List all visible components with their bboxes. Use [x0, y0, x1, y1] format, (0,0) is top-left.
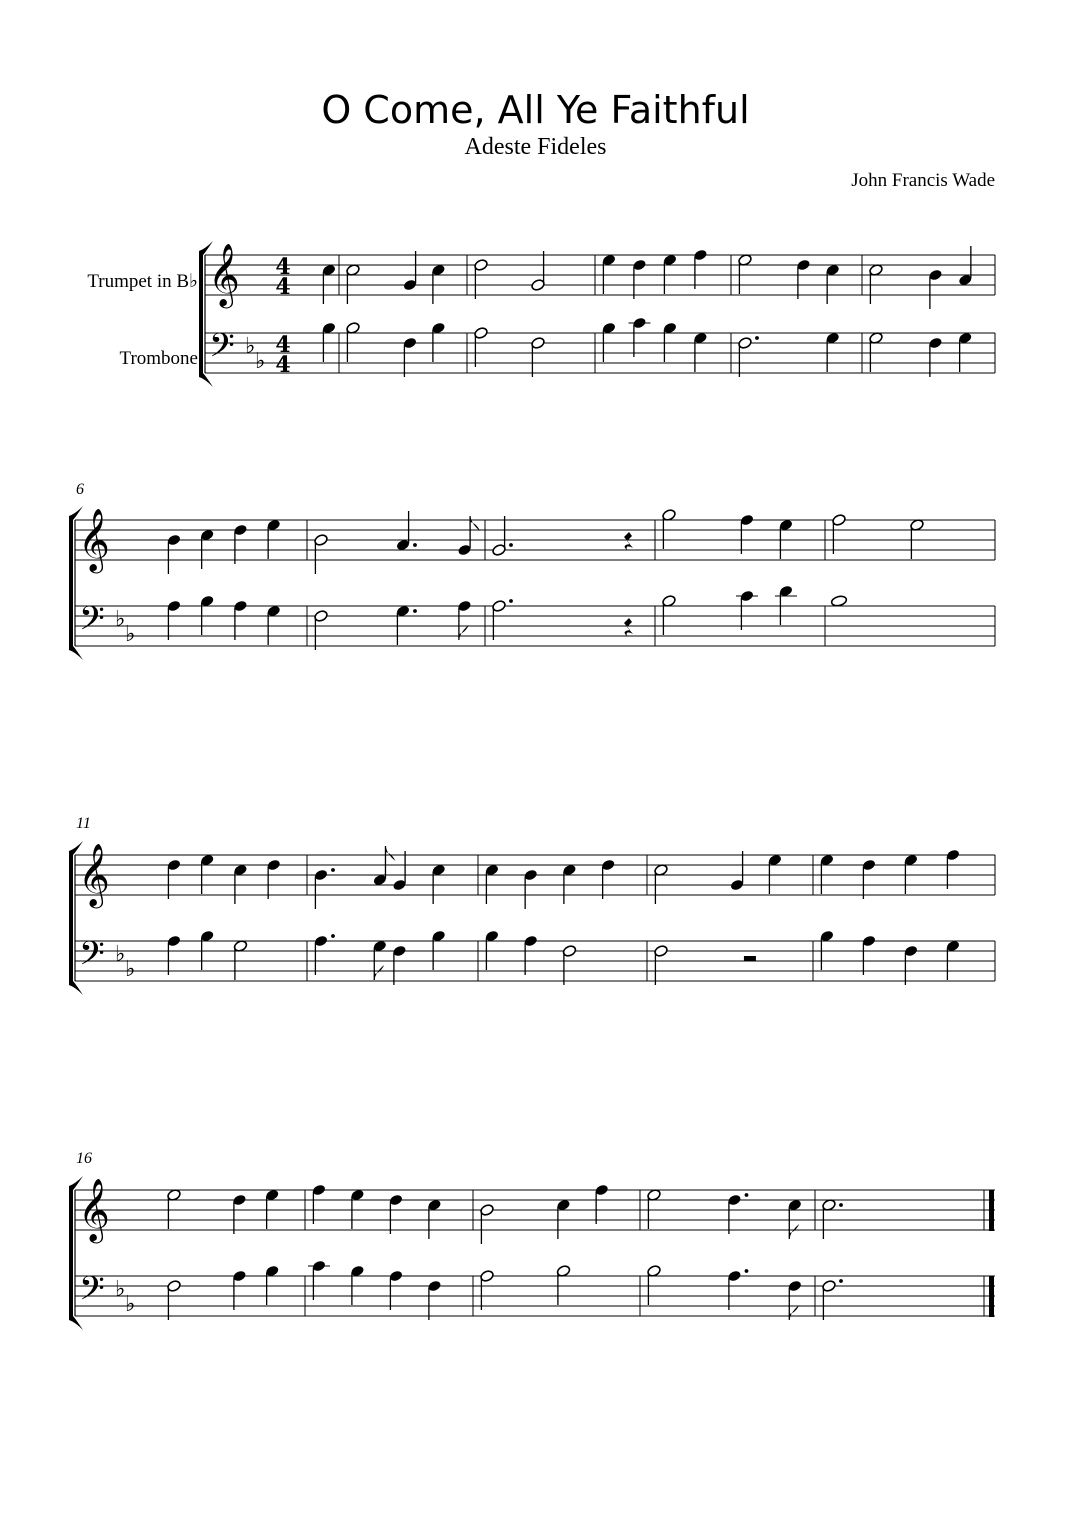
half-rest-icon: [744, 956, 756, 961]
bass-clef-icon: 𝄢: [79, 600, 105, 646]
augmentation-dot: [839, 1279, 843, 1283]
measure-number: 11: [76, 815, 91, 832]
note-flag: [459, 625, 469, 640]
score-subtitle: Adeste Fideles: [464, 134, 607, 160]
time-signature-treble: 4: [275, 274, 291, 300]
flat-icon: ♭: [115, 942, 126, 967]
quarter-rest-icon: [624, 614, 633, 636]
system-bracket: [199, 251, 203, 377]
score-title: O Come, All Ye Faithful: [321, 88, 750, 132]
treble-clef-icon: 𝄞: [78, 508, 110, 571]
bracket-hook: [69, 1316, 83, 1330]
flat-icon: ♭: [125, 622, 136, 647]
bracket-hook: [199, 373, 213, 387]
time-signature-bass: 4: [275, 352, 291, 378]
flat-icon: ♭: [255, 349, 266, 374]
time-signature-bass: 4: [275, 332, 291, 358]
instrument-label-trombone: Trombone: [119, 348, 198, 369]
augmentation-dot: [745, 1193, 749, 1197]
note-flag: [374, 965, 384, 980]
note-flag: [385, 846, 395, 861]
quarter-rest-icon: [624, 528, 633, 550]
augmentation-dot: [755, 336, 759, 340]
augmentation-dot: [839, 1203, 843, 1207]
note-flag: [789, 1305, 799, 1320]
augmentation-dot: [413, 543, 417, 547]
measure-number: 16: [76, 1150, 92, 1167]
bass-clef-icon: 𝄢: [79, 935, 105, 981]
augmentation-dot: [331, 868, 335, 872]
bracket-hook: [69, 981, 83, 995]
flat-icon: ♭: [115, 1277, 126, 1302]
augmentation-dot: [509, 599, 513, 603]
flat-icon: ♭: [115, 607, 126, 632]
treble-clef-icon: 𝄞: [78, 843, 110, 906]
augmentation-dot: [331, 934, 335, 938]
time-signature-treble: 4: [275, 254, 291, 280]
system-bracket: [69, 851, 73, 985]
instrument-label-trumpet: Trumpet in B♭: [87, 271, 198, 292]
augmentation-dot: [509, 543, 513, 547]
bass-clef-icon: 𝄢: [79, 1270, 105, 1316]
final-barline: [989, 1276, 994, 1317]
note-head: [831, 595, 848, 607]
composer-credit: John Francis Wade: [851, 170, 995, 191]
treble-clef-icon: 𝄞: [78, 1178, 110, 1241]
flat-icon: ♭: [125, 957, 136, 982]
augmentation-dot: [413, 609, 417, 613]
final-barline: [989, 1190, 994, 1231]
system-bracket: [69, 1186, 73, 1320]
augmentation-dot: [745, 1269, 749, 1273]
system-bracket: [69, 516, 73, 650]
flat-icon: ♭: [245, 334, 256, 359]
treble-clef-icon: 𝄞: [208, 243, 240, 306]
bracket-hook: [69, 646, 83, 660]
flat-icon: ♭: [125, 1292, 136, 1317]
measure-number: 6: [76, 481, 84, 498]
note-flag: [789, 1224, 799, 1239]
note-flag: [470, 516, 480, 531]
bass-clef-icon: 𝄢: [209, 327, 235, 373]
